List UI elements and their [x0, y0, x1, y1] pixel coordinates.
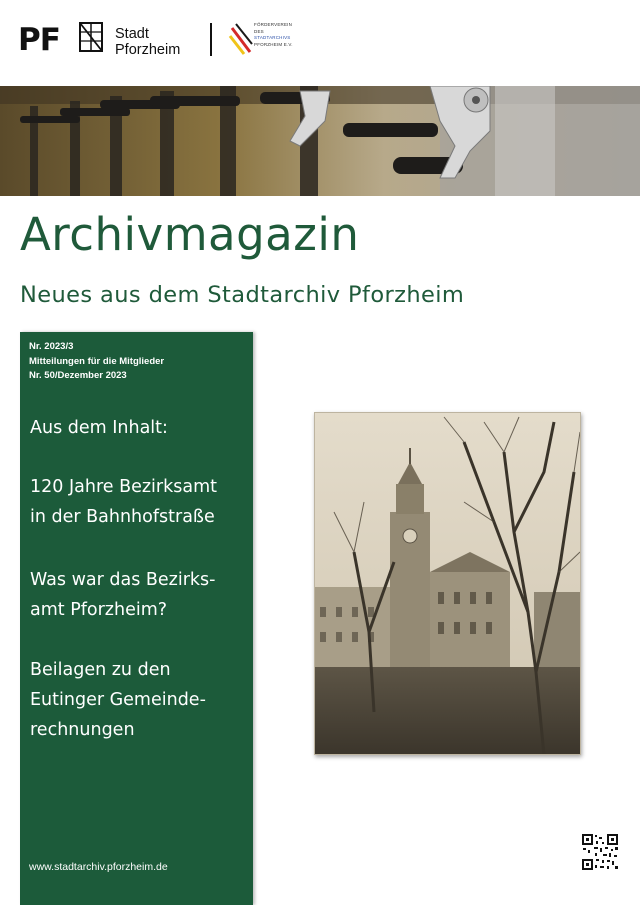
contents-panel	[20, 332, 253, 905]
contents-heading: Aus dem Inhalt:	[30, 418, 168, 438]
qr-code-icon[interactable]	[581, 833, 619, 871]
city-name-line1: Stadt	[115, 26, 149, 42]
foerderverein-logo-icon	[228, 22, 254, 56]
contents-item: 120 Jahre Bezirksamt in der Bahnhofstraße	[30, 477, 217, 527]
foerderverein-name	[254, 22, 293, 48]
city-name-line2: Pforzheim	[115, 42, 181, 58]
issue-number: Nr. 2023/3	[29, 341, 74, 352]
magazine-title: Archivmagazin	[20, 208, 360, 261]
banner-archive-photo	[0, 86, 640, 196]
header	[0, 0, 640, 86]
contents-item: Beilagen zu den Eutinger Gemeinde- rechnungen	[30, 660, 206, 740]
issue-info	[29, 340, 164, 384]
magazine-subtitle: Neues aus dem Stadtarchiv Pforzheim	[20, 282, 465, 308]
pf-logo: PF	[18, 22, 60, 58]
verein-line: DES	[254, 28, 264, 34]
website-url: www.stadtarchiv.pforzheim.de	[29, 861, 168, 873]
header-divider	[210, 23, 212, 56]
issue-date: Nr. 50/Dezember 2023	[29, 370, 127, 381]
issue-description: Mitteilungen für die Mitglieder	[29, 355, 165, 367]
pf-logo-mark-icon	[79, 22, 103, 52]
verein-line: STADTARCHIVS	[254, 35, 291, 41]
contents-item: Was war das Bezirks- amt Pforzheim?	[30, 570, 216, 620]
historic-building-photo	[314, 412, 581, 755]
city-name	[115, 26, 180, 58]
verein-line: FÖRDERVEREIN	[254, 22, 293, 27]
verein-line: PFORZHEIM E.V.	[254, 41, 293, 47]
